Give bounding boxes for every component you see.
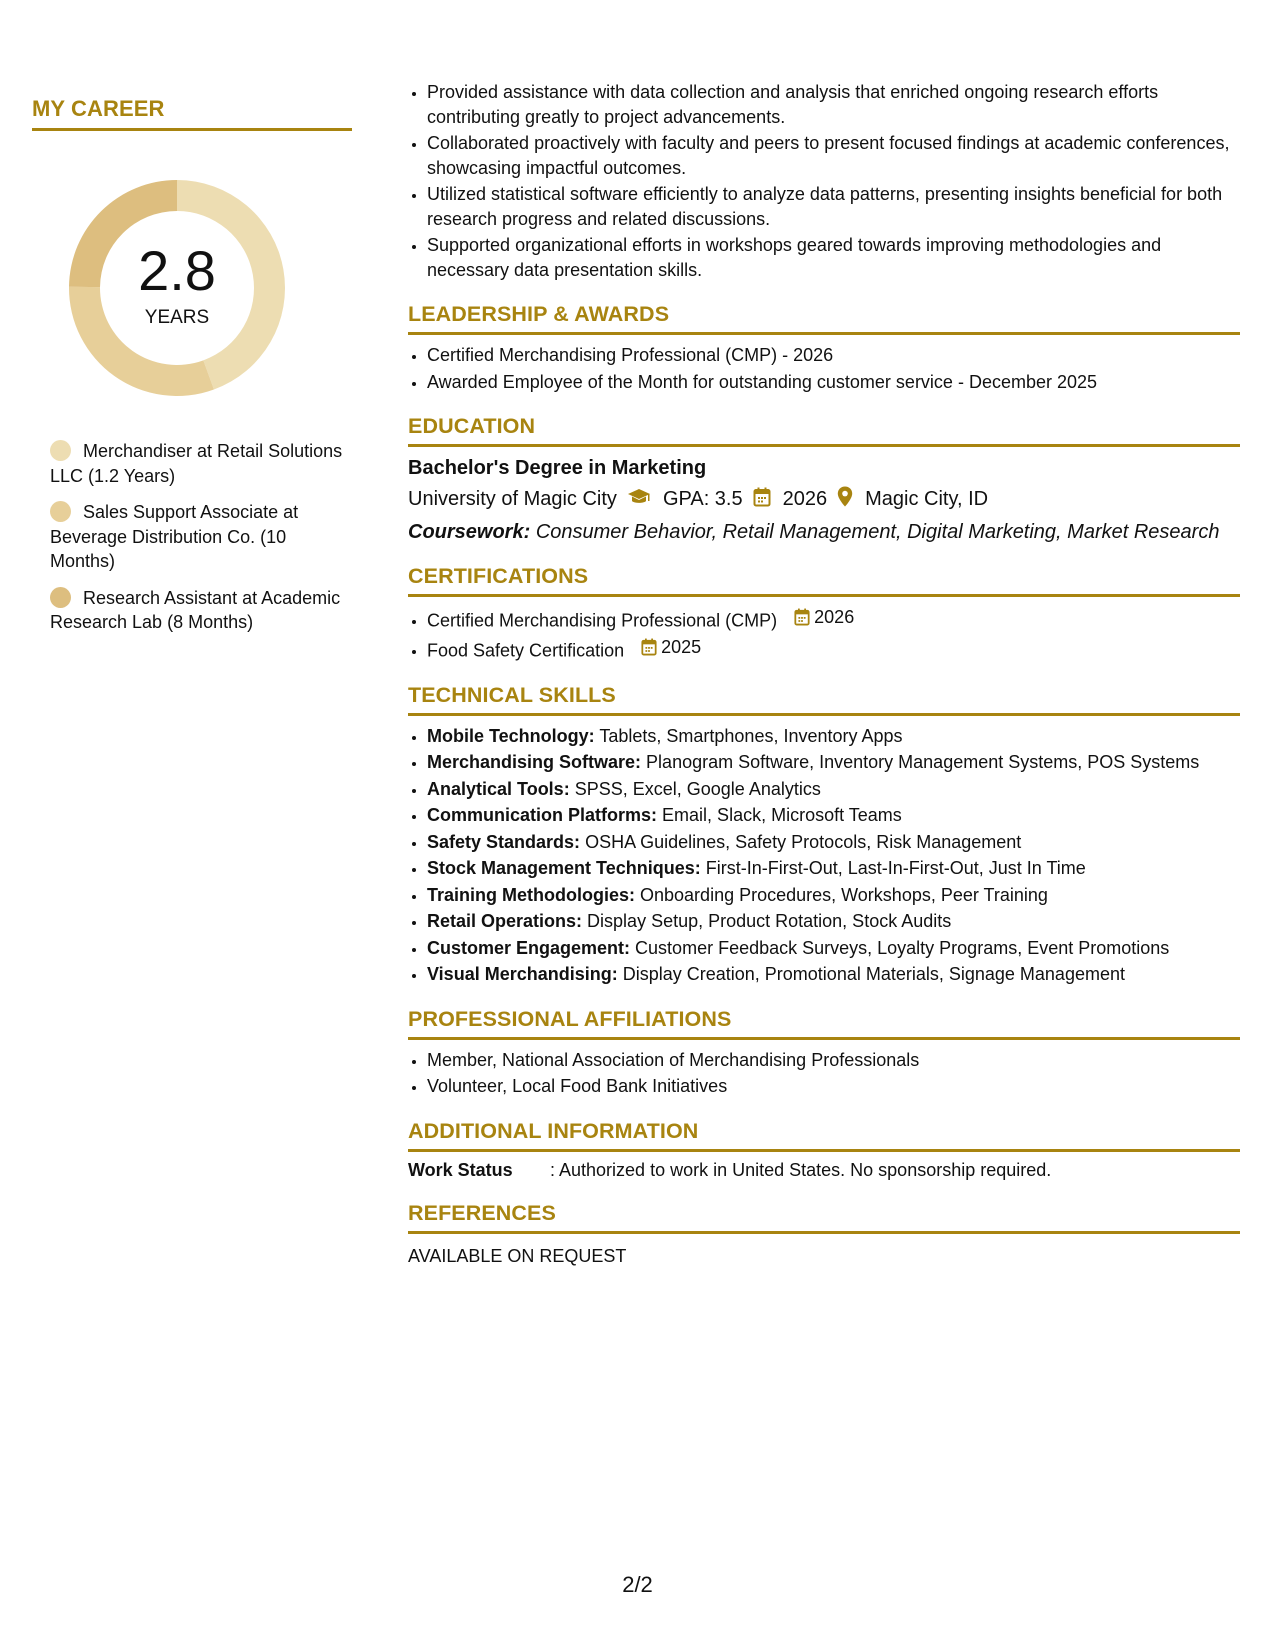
calendar-icon (753, 487, 771, 513)
career-legend (50, 439, 350, 635)
skill-label: Training Methodologies: (427, 884, 635, 905)
skill-label: Analytical Tools: (427, 778, 570, 799)
list-item (427, 750, 1240, 775)
cert-name: Food Safety Certification (427, 640, 625, 660)
list-item (427, 605, 1240, 633)
skill-value: SPSS, Excel, Google Analytics (574, 778, 821, 799)
main-content (408, 80, 1240, 1287)
skill-value: Tablets, Smartphones, Inventory Apps (599, 725, 903, 746)
list-item: • Awarded Employee of the Month for outstanding customer service - December 2025 (427, 370, 1240, 395)
list-item (427, 856, 1240, 881)
career-section-title: MY CAREER (32, 96, 352, 131)
education-meta (408, 486, 1240, 513)
leadership-title: LEADERSHIP & AWARDS (408, 302, 1240, 335)
coursework-list: Consumer Behavior, Retail Management, Digital Marketing, Market Research (535, 521, 1220, 543)
list-item (427, 830, 1240, 855)
legend-label: Research Assistant at Academic Research Lab (8 Months) (50, 587, 341, 632)
degree-name: Bachelor's Degree in Marketing (408, 457, 707, 479)
skill-label: Customer Engagement: (427, 937, 631, 958)
list-item: • Provided assistance with data collection and analysis that enriched ongoing research efforts contributing greatly to project advancements. (427, 80, 1240, 129)
list-item (427, 803, 1240, 828)
school-location: Magic City, ID (865, 488, 989, 510)
additional-info-title: ADDITIONAL INFORMATION (408, 1119, 1240, 1152)
list-item (427, 635, 1240, 663)
coursework-label: Coursework: (408, 521, 531, 543)
list-item (427, 909, 1240, 934)
skill-label: Communication Platforms: (427, 805, 658, 825)
skill-value: OSHA Guidelines, Safety Protocols, Risk Management (585, 831, 1022, 852)
gpa: GPA: 3.5 (662, 488, 743, 510)
skill-label: Visual Merchandising: (427, 964, 618, 984)
list-item (427, 883, 1240, 908)
legend-item (50, 500, 350, 574)
career-donut-chart (62, 173, 292, 403)
list-item: • Utilized statistical software efficiently to analyze data patterns, presenting insights beneficial for both research progress and related discussions. (427, 182, 1240, 231)
skill-label: Stock Management Techniques: (427, 858, 701, 878)
list-item (427, 936, 1240, 961)
certifications-title: CERTIFICATIONS (408, 564, 1240, 597)
list-item (427, 777, 1240, 802)
education-title: EDUCATION (408, 414, 1240, 447)
legend-item (50, 586, 350, 635)
calendar-icon (641, 638, 657, 656)
work-status-row (408, 1160, 1240, 1181)
sidebar (32, 96, 352, 647)
references-section (408, 1201, 1240, 1267)
skill-label: Safety Standards: (427, 831, 581, 852)
skill-label: Mobile Technology: (427, 725, 595, 746)
additional-info-section (408, 1119, 1240, 1181)
leadership-section (408, 302, 1240, 394)
skill-value: Planogram Software, Inventory Management Systems, POS Systems (646, 752, 1200, 772)
legend-swatch (50, 501, 71, 522)
total-years-value: 2.8 (138, 239, 216, 302)
list-item: • Collaborated proactively with faculty and peers to present focused findings at academic conferences, showcasing impactful outcomes. (427, 131, 1240, 180)
affiliations-title: PROFESSIONAL AFFILIATIONS (408, 1007, 1240, 1040)
list-item: • Supported organizational efforts in workshops geared towards improving methodologies and necessary data presentation skills. (427, 233, 1240, 282)
legend-swatch (50, 440, 71, 461)
references-title: REFERENCES (408, 1201, 1240, 1234)
references-text: AVAILABLE ON REQUEST (408, 1245, 627, 1266)
experience-bullets (408, 80, 1240, 282)
skill-value: First-In-First-Out, Last-In-First-Out, Just In Time (705, 858, 1086, 878)
cert-date: 2026 (814, 607, 855, 627)
skill-label: Merchandising Software: (427, 752, 642, 772)
skill-value: Email, Slack, Microsoft Teams (662, 805, 902, 825)
skills-section (408, 683, 1240, 987)
legend-item (50, 439, 350, 488)
cert-name: Certified Merchandising Professional (CMP) (427, 610, 778, 631)
coursework (408, 521, 1240, 544)
experience-continued (408, 80, 1240, 282)
list-item (427, 962, 1240, 987)
skill-value: Display Setup, Product Rotation, Stock Audits (587, 911, 952, 931)
cert-date: 2025 (661, 636, 702, 657)
graduation-cap-icon (627, 488, 651, 512)
graduation-year: 2026 (782, 488, 828, 510)
page-number: 2/2 (622, 1572, 653, 1597)
calendar-icon (794, 608, 810, 626)
education-section (408, 414, 1240, 544)
total-years-unit: YEARS (144, 307, 210, 328)
legend-label: Sales Support Associate at Beverage Distribution Co. (10 Months) (50, 502, 299, 571)
skills-title: TECHNICAL SKILLS (408, 683, 1240, 716)
certifications-section (408, 564, 1240, 663)
legend-label: Merchandiser at Retail Solutions LLC (1.2 Years) (50, 441, 343, 486)
affiliations-section (408, 1007, 1240, 1099)
legend-swatch (50, 587, 71, 608)
skill-value: Onboarding Procedures, Workshops, Peer Training (640, 884, 1048, 905)
skill-value: Display Creation, Promotional Materials, Signage Management (622, 964, 1125, 984)
work-status-value: : Authorized to work in United States. No sponsorship required. (550, 1159, 1052, 1180)
skill-value: Customer Feedback Surveys, Loyalty Programs, Event Promotions (635, 937, 1170, 958)
work-status-label: Work Status (408, 1159, 513, 1180)
list-item: • Certified Merchandising Professional (CMP) - 2026 (427, 343, 1240, 368)
school-name: University of Magic City (408, 488, 617, 510)
list-item (427, 724, 1240, 749)
list-item: • Volunteer, Local Food Bank Initiatives (427, 1074, 1240, 1099)
location-pin-icon (837, 486, 853, 513)
skill-label: Retail Operations: (427, 911, 583, 931)
list-item: • Member, National Association of Merchandising Professionals (427, 1048, 1240, 1073)
